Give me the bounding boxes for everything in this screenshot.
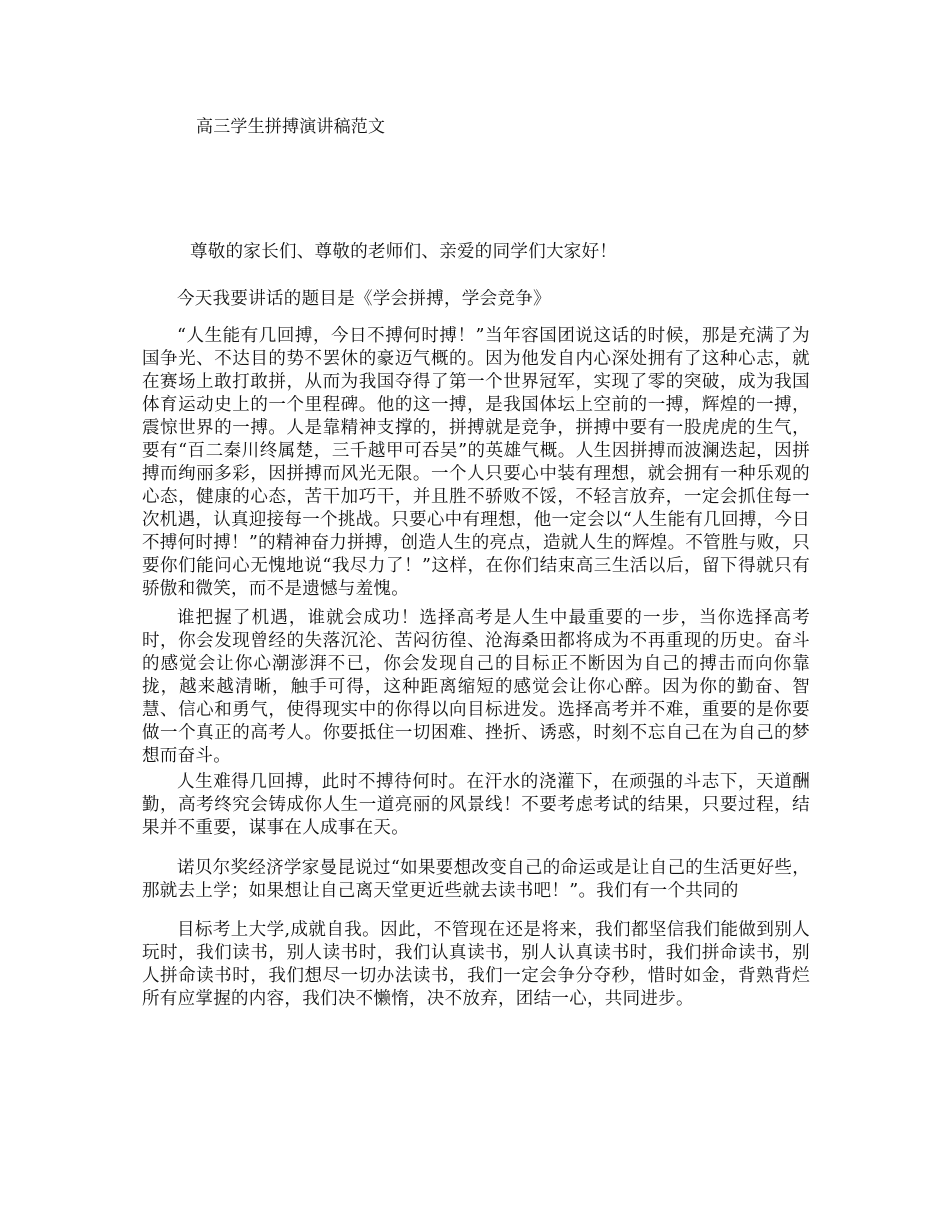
body-paragraph: 谁把握了机遇，谁就会成功！选择高考是人生中最重要的一步，当你选择高考时，你会发现曾经的失落沉沦、苦闷彷徨、沧海桑田都将成为不再重现的历史。奋斗的感觉会让你心潮澎湃不已，你会发现自己的目标正不断因为自己的搏击而向你靠拢，越来越清晰，触手可得，这种距离缩短的感觉会让你心醉。因为你的勤奋、智慧、信心和勇气，使得现实中的你得以向目标进发。选择高考并不难，重要的是你要做一个真正的高考人。你要抵住一切困难、挫折、诱惑，时刻不忘自己在为自己的梦想而奋斗。 xyxy=(142,608,810,766)
body-paragraph: 诺贝尔奖经济学家曼昆说过“如果要想改变自己的命运或是让自己的生活更好些，那就去上学；如果想让自己离天堂更近些就去读书吧！”。我们有一个共同的 xyxy=(142,858,810,901)
body-paragraph: 人生难得几回搏，此时不搏待何时。在汗水的浇灌下，在顽强的斗志下，天道酬勤，高考终究会铸成你人生一道亮丽的风景线！不要考虑考试的结果，只要过程，结果并不重要，谋事在人成事在天。 xyxy=(142,772,810,838)
topic-paragraph: 今天我要讲话的题目是《学会拼搏，学会竞争》 xyxy=(177,289,551,309)
body-paragraph: “人生能有几回搏，今日不搏何时搏！”当年容国团说这话的时候，那是充满了为国争光、不达目的势不罢休的豪迈气概的。因为他发自内心深处拥有了这种心志，就在赛场上敢打敢拼，从而为我国夺得了第一个世界冠军，实现了零的突破，成为我国体育运动史上的一个里程碑。他的这一搏，是我国体坛上空前的一搏，辉煌的一搏，震惊世界的一搏。人是靠精神支撑的，拼搏就是竞争，拼搏中要有一股虎虎的生气，要有“百二秦川终属楚，三千越甲可吞吴”的英雄气概。人生因拼搏而波澜迭起，因拼搏而绚丽多彩，因拼搏而风光无限。一个人只要心中装有理想，就会拥有一种乐观的心态，健康的心态，苦干加巧干，并且胜不骄败不馁，不轻言放弃，一定会抓住每一次机遇，认真迎接每一个挑战。只要心中有理想，他一定会以“人生能有几回搏，今日不搏何时搏！”的精神奋力拼搏，创造人生的亮点，造就人生的辉煌。不管胜与败，只要你们能问心无愧地说“我尽力了！”这样，在你们结束高三生活以后，留下得就只有骄傲和微笑，而不是遗憾与羞愧。 xyxy=(142,326,810,599)
greeting-paragraph: 尊敬的家长们、尊敬的老师们、亲爱的同学们大家好！ xyxy=(190,242,618,262)
document-title: 高三学生拼搏演讲稿范文 xyxy=(196,117,386,137)
body-paragraph: 目标考上大学,成就自我。因此，不管现在还是将来，我们都坚信我们能做到别人玩时，我们读书，别人读书时，我们认真读书，别人认真读书时，我们拼命读书，别人拼命读书时，我们想尽一切办法读书，我们一定会争分夺秒，惜时如金，背熟背烂所有应掌握的内容，我们决不懒惰，决不放弃，团结一心，共同进步。 xyxy=(142,920,810,1009)
